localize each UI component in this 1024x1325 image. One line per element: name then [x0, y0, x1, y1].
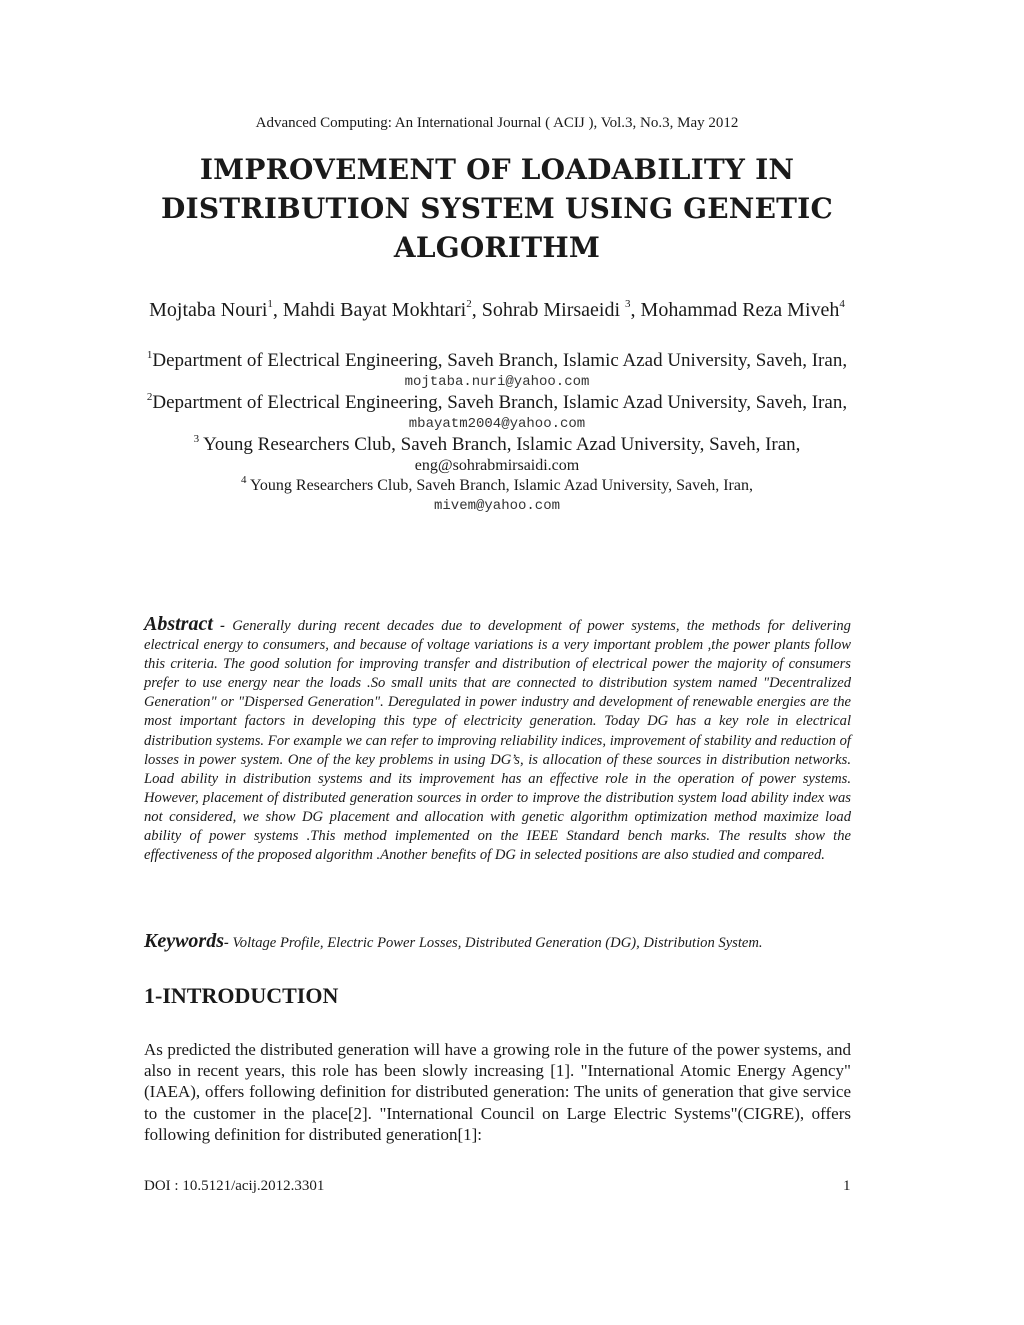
affiliation-2: $^2$Department of Electrical Engineering, Saveh Branch, Islamic Azad University, Saveh, Iran,	[146, 390, 848, 413]
author-sup: 3	[625, 298, 631, 311]
keywords-text: Voltage Profile, Electric Power Losses, Distributed Generation (DG), Distribution System.	[232, 935, 763, 951]
author-sup: 4	[839, 298, 845, 311]
abstract: Abstract - Generally during recent decades due to development of power systems, the methods for delivering electrical energy to consumers, and because of voltage variations is a very important problem ,the power plants follow this criteria. The good solution for improving transfer and distribution of electrical power the majority of consumers prefer to use energy near the loads .So small units that are connected to distribution system named "Decentralized Generation" or "Dispersed Generation". Deregulated in power industry and development of renewable energies are the most important factors in developing this type of electricity generation. Today DG has a key role in electrical distribution systems. For example we can refer to improving reliability indices, improvement of stability and reduction of losses in power system. One of the key problems in using DG’s, is allocation of these sources in distribution networks. Load ability in distribution systems and its improvement has an effective role in the operation of power systems. However, placement of distributed generation sources in order to improve the distribution system load ability index was not considered, we show DG placement and allocation with genetic algorithm optimization method maximize load ability of power systems .This method implemented on the IEEE Standard bench marks. The results show the effectiveness of the proposed algorithm .Another benefits of DG in selected positions are also studied and compared.	[144, 613, 851, 864]
affiliation-3: $^3$ Young Researchers Club, Saveh Branch, Islamic Azad University, Saveh, Iran,	[193, 432, 801, 455]
abstract-text: Generally during recent decades due to development of power systems, the methods for delivering electrical energy to consumers, and because of voltage variations is a very important problem ,the power plants follow this criteria. The good solution for improving transfer and distribution of electrical power the majority of consumers prefer to use energy near the loads .So small units that are connected to distribution system named "Decentralized Generation" or "Dispersed Generation". Deregulated in power industry and development of renewable energies are the most important factors in developing this type of electricity generation. Today DG has a key role in electrical distribution systems. For example we can refer to improving reliability indices, improvement of stability and reduction of losses in power system. One of the key problems in using DG’s, is allocation of these sources in distribution networks. Load ability in distribution systems and its improvement has an effective role in the operation of power systems. However, placement of distributed generation sources in order to improve the distribution system load ability index was not considered, we show DG placement and allocation with genetic algorithm optimization method maximize load ability of power systems .This method implemented on the IEEE Standard bench marks. The results show the effectiveness of the proposed algorithm .Another benefits of DG in selected positions are also studied and compared.	[144, 618, 851, 864]
page-number: 1	[843, 1178, 851, 1194]
author-sup: 1	[267, 298, 273, 311]
author-name: Mohammad Reza Miveh	[640, 299, 840, 321]
affiliation-list	[140, 350, 854, 516]
section-heading: 1-INTRODUCTION	[144, 983, 339, 1008]
author-name: Mahdi Bayat Mokhtari	[282, 299, 467, 321]
author-name: Sohrab Mirsaeidi	[481, 299, 626, 321]
affiliation-1: $^1$Department of Electrical Engineering, Saveh Branch, Islamic Azad University, Saveh, Iran,	[146, 348, 848, 371]
intro-paragraph: As predicted the distributed generation will have a growing role in the future of the power systems, and also in recent years, this role has been slowly increasing [1]. "International Atomic Energy Agency" (IAEA), offers following definition for distributed generation: The units of generation that give service to the customer in the place[2]. "International Council on Large Electric Systems"(CIGRE), offers following definition for distributed generation[1]:	[144, 1040, 851, 1144]
email-link[interactable]: mivem@yahoo.com	[433, 498, 561, 514]
running-head: Advanced Computing: An International Journal ( ACIJ ), Vol.3, No.3, May 2012	[255, 115, 739, 131]
email-link[interactable]: mbayatm2004@yahoo.com	[408, 416, 586, 432]
author-sup: 2	[466, 298, 472, 311]
keywords-label: Keywords	[144, 930, 224, 952]
email-link[interactable]: mojtaba.nuri@yahoo.com	[404, 374, 590, 390]
affiliation-4: $^4$ Young Researchers Club, Saveh Branch, Islamic Azad University, Saveh, Iran,	[241, 473, 753, 494]
keywords: Keywords- Voltage Profile, Electric Power Losses, Distributed Generation (DG), Distribution System.	[144, 930, 763, 952]
author-list: Mojtaba Nouri$^1$, Mahdi Bayat Mokhtari$^2$, Sohrab Mirsaeidi $^3$, Mohammad Reza Miveh$^4$	[149, 298, 845, 321]
email-link[interactable]: eng@sohrabmirsaidi.com	[414, 457, 580, 474]
footer-doi: DOI : 10.5121/acij.2012.3301	[144, 1178, 325, 1194]
abstract-label: Abstract	[144, 613, 213, 635]
author-name: Mojtaba Nouri	[149, 299, 268, 321]
paper-title: IMPROVEMENT OF LOADABILITY IN DISTRIBUTION SYSTEM USING GENETIC ALGORITHM	[161, 153, 833, 264]
